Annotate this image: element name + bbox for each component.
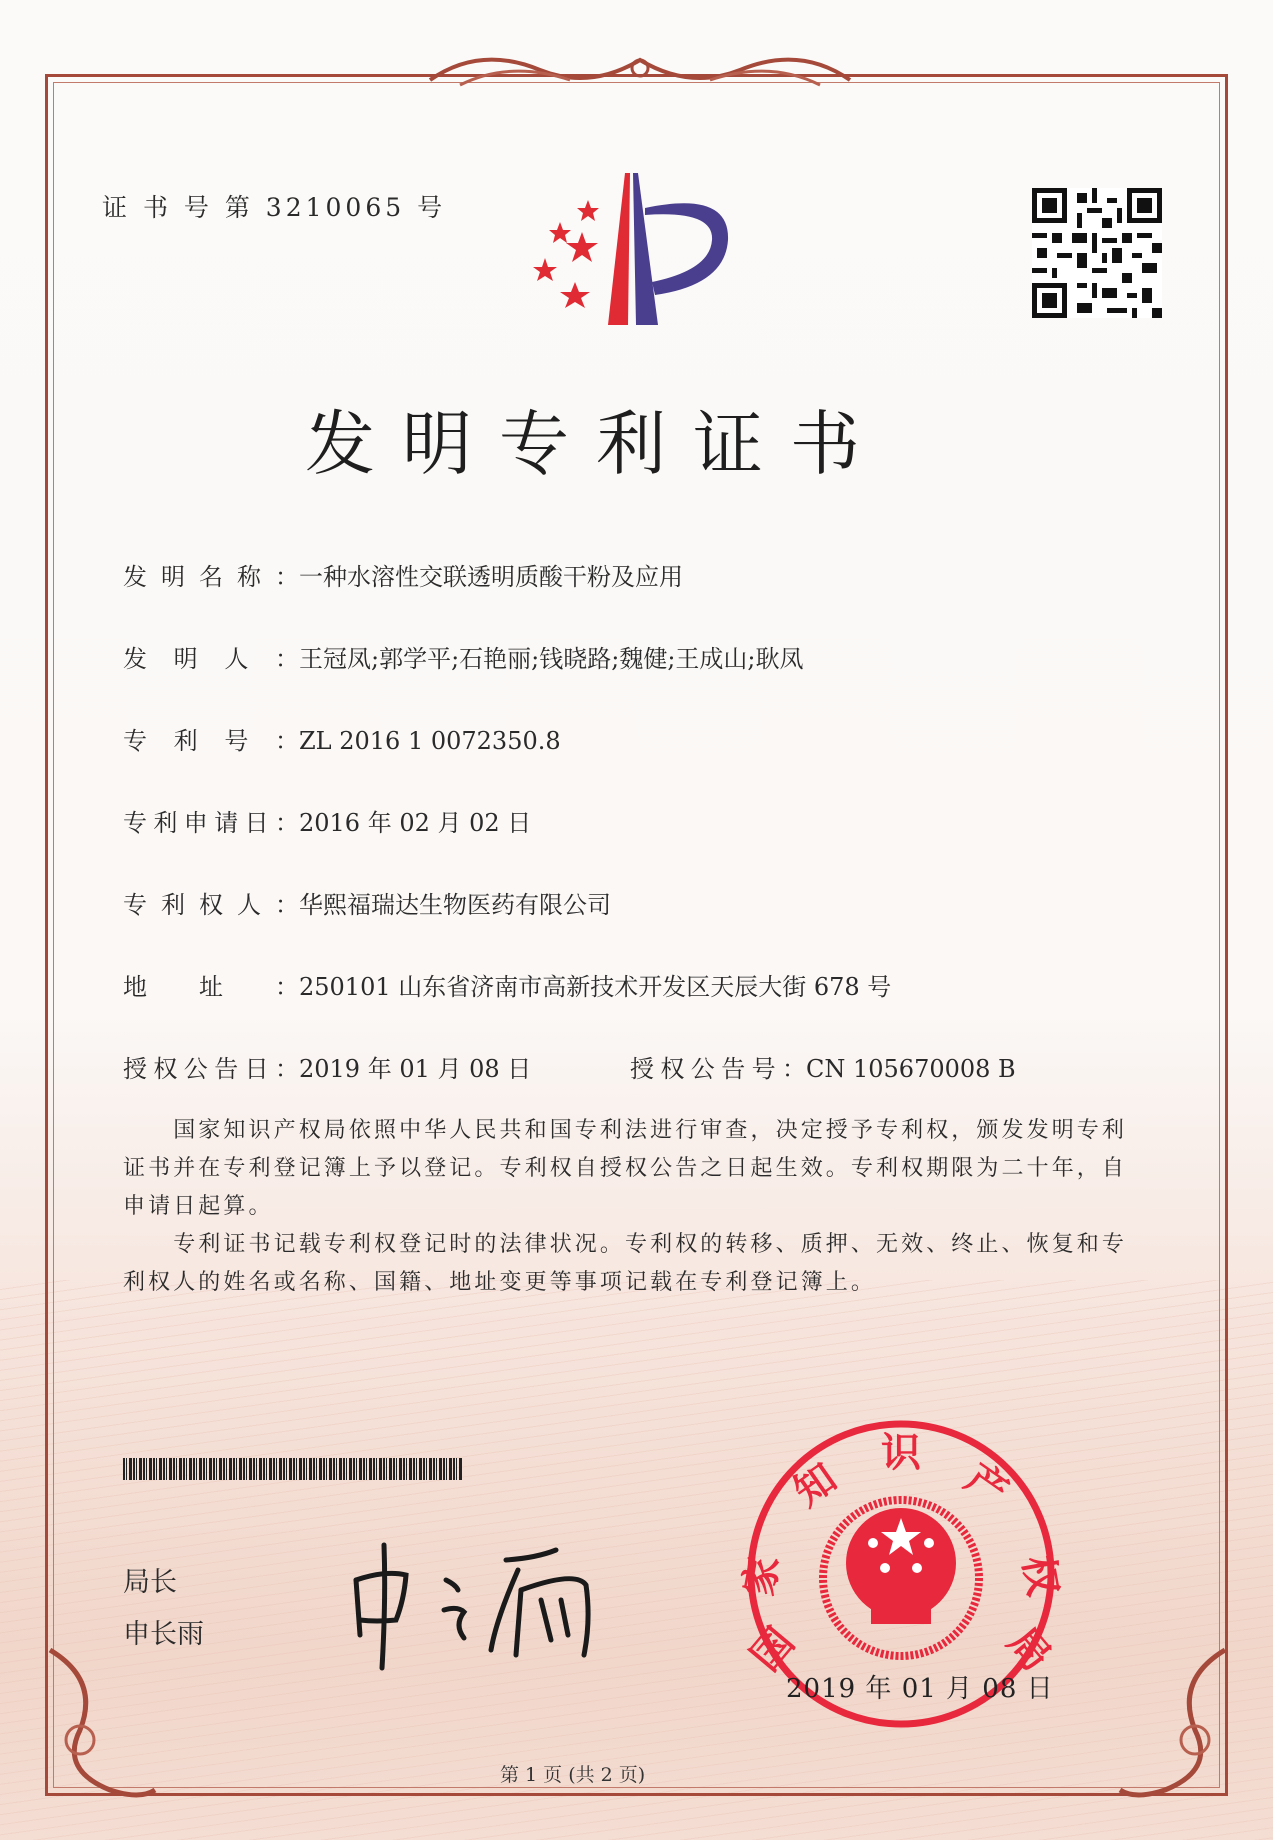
paragraph-line: 申请日起算。 [123, 1194, 274, 1219]
paragraph-line: 专利证书记载专利权登记时的法律状况。专利权的转移、质押、无效、终止、恢复和专 [123, 1232, 1128, 1257]
svg-text:国: 国 [742, 1619, 804, 1680]
svg-text:家: 家 [736, 1552, 789, 1600]
grant-date-value: 2019 年 01 月 08 日 [299, 1055, 532, 1083]
field-label: 发明人： [123, 645, 299, 673]
field-label: 地址： [123, 973, 299, 1001]
field-value: ZL 2016 1 0072350.8 [299, 727, 561, 755]
paragraph-grant-statement [123, 1112, 1133, 1302]
field-label: 专利申请日： [123, 809, 299, 837]
field-value: 王冠凤;郭学平;石艳丽;钱晓路;魏健;王成山;耿凤 [299, 645, 804, 673]
field-value: 华熙福瑞达生物医药有限公司 [299, 891, 611, 919]
field-address [123, 970, 892, 1004]
certificate-number: 证 书 号 第 3210065 号 [102, 193, 447, 222]
corner-ornament-right-icon [1115, 1640, 1235, 1810]
director-signature [346, 1540, 626, 1670]
svg-text:知: 知 [785, 1455, 846, 1516]
field-label: 专利号： [123, 727, 299, 755]
field-patentee [123, 888, 611, 922]
grant-number-value: CN 105670008 B [806, 1055, 1016, 1083]
field-grant [123, 1052, 1133, 1086]
field-patent-number [123, 724, 561, 758]
svg-text:识: 识 [881, 1430, 921, 1476]
page-footer: 第 1 页 (共 2 页) [500, 1764, 646, 1786]
field-value: 250101 山东省济南市高新技术开发区天辰大街 678 号 [299, 973, 892, 1001]
svg-text:局: 局 [998, 1619, 1060, 1680]
field-invention-name [123, 560, 683, 594]
corner-ornament-left-icon [40, 1640, 160, 1810]
grant-number-label: 授权公告号： [630, 1055, 806, 1083]
field-value: 一种水溶性交联透明质酸干粉及应用 [299, 563, 683, 591]
certificate-title: 发明专利证书 [305, 403, 887, 485]
field-value: 2016 年 02 月 02 日 [299, 809, 532, 837]
cnipa-logo-icon [530, 170, 735, 328]
qr-code-icon [1032, 188, 1162, 318]
paragraph-line: 证书并在专利登记簿上予以登记。专利权自授权公告之日起生效。专利权期限为二十年，自 [123, 1156, 1128, 1181]
paragraph-line: 利权人的姓名或名称、国籍、地址变更等事项记载在专利登记簿上。 [123, 1270, 877, 1295]
field-application-date [123, 806, 532, 840]
director-name: 申长雨 [123, 1619, 204, 1650]
paragraph-line: 国家知识产权局依照中华人民共和国专利法进行审查，决定授予专利权，颁发发明专利 [123, 1118, 1128, 1143]
grant-date-label: 授权公告日： [123, 1055, 299, 1083]
svg-text:产: 产 [956, 1455, 1017, 1516]
field-label: 发明名称： [123, 563, 299, 591]
field-inventors [123, 642, 804, 676]
top-ornament-icon [420, 40, 860, 100]
director-title: 局长 [123, 1567, 177, 1598]
seal-date: 2019 年 01 月 08 日 [786, 1674, 1054, 1704]
svg-text:权: 权 [1013, 1552, 1066, 1600]
barcode [123, 1458, 463, 1480]
field-label: 专利权人： [123, 891, 299, 919]
